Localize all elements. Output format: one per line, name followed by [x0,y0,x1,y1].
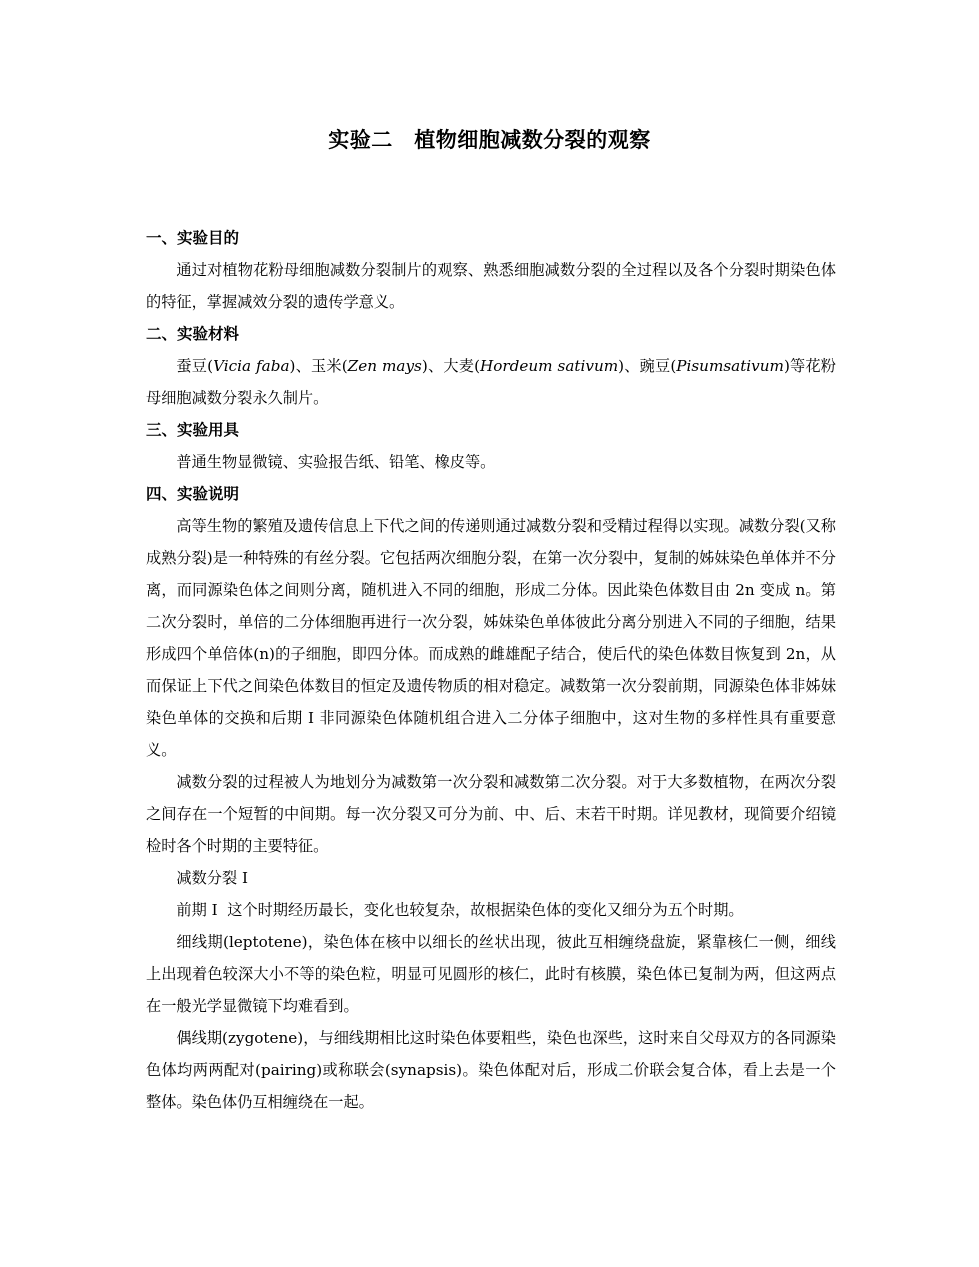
paragraph: 前期 I 这个时期经历最长，变化也较复杂，故根据染色体的变化又细分为五个时期。 [176,901,744,919]
text-run: )等花粉母细胞减数分裂永久制片。 [146,357,836,407]
section-heading-equipment: 三、实验用具 [146,420,240,439]
species-name: Pisumsativum [676,357,784,375]
section-heading-materials: 二、实验材料 [146,324,240,343]
section-heading-purpose: 一、实验目的 [146,228,240,247]
paragraph: 高等生物的繁殖及遗传信息上下代之间的传递则通过减数分裂和受精过程得以实现。减数分裂(又称成熟分裂)是一种特殊的有丝分裂。它包括两次细胞分裂，在第一次分裂中，复制的姊妹染色单体并不分离，而同源染色体之间则分离，随机进入不同的细胞，形成二分体。因此染色体数目由 2n 变成 n。第二次分裂时，单倍的二分体细胞再进行一次分裂，姊妹染色单体彼此分离分别进入不同的子细胞，结果形成四个单倍体(n)的子细胞，即四分体。而成熟的雌雄配子结合，使后代的染色体数目恢复到 2n，从而保证上下代之间染色体数目的恒定及遗传物质的相对稳定。减数第一次分裂前期，同源染色体非姊妹染色单体的交换和后期 I 非同源染色体随机组合进入二分体子细胞中，这对生物的多样性具有重要意义。 [146,517,836,759]
text-run: )、玉米( [289,357,348,375]
species-name: Vicia faba [213,357,290,375]
materials-paragraph [146,350,836,414]
paragraph: 通过对植物花粉母细胞减数分裂制片的观察、熟悉细胞减数分裂的全过程以及各个分裂时期染色体的特征，掌握减效分裂的遗传学意义。 [146,261,836,311]
species-name: Hordeum sativum [480,357,619,375]
paragraph: 普通生物显微镜、实验报告纸、铅笔、橡皮等。 [176,453,496,471]
paragraph: 减数分裂的过程被人为地划分为减数第一次分裂和减数第二次分裂。对于大多数植物，在两次分裂之间存在一个短暂的中间期。每一次分裂又可分为前、中、后、末若干时期。详见教材，现简要介绍镜检时各个时期的主要特征。 [146,773,836,855]
paragraph: 偶线期(zygotene)，与细线期相比这时染色体要粗些，染色也深些，这时来自父母双方的各同源染色体均两两配对(pairing)或称联会(synapsis)。染色体配对后，形成二价联会复合体，看上去是一个整体。染色体仍互相缠绕在一起。 [146,1029,836,1111]
document-body [146,222,836,1118]
species-name: Zen mays [347,357,422,375]
page-title: 实验二 植物细胞减数分裂的观察 [328,127,651,152]
text-run: )、豌豆( [618,357,677,375]
text-run: )、大麦( [421,357,480,375]
text-run: 蚕豆( [176,357,214,375]
section-heading-explanation: 四、实验说明 [146,484,240,503]
paragraph: 细线期(leptotene)，染色体在核中以细长的丝状出现，彼此互相缠绕盘旋，紧靠核仁一侧，细线上出现着色较深大小不等的染色粒，明显可见圆形的核仁，此时有核膜，染色体已复制为两，但这两点在一般光学显微镜下均难看到。 [146,933,836,1015]
subheading-meiosis-1: 减数分裂 I [176,869,248,887]
